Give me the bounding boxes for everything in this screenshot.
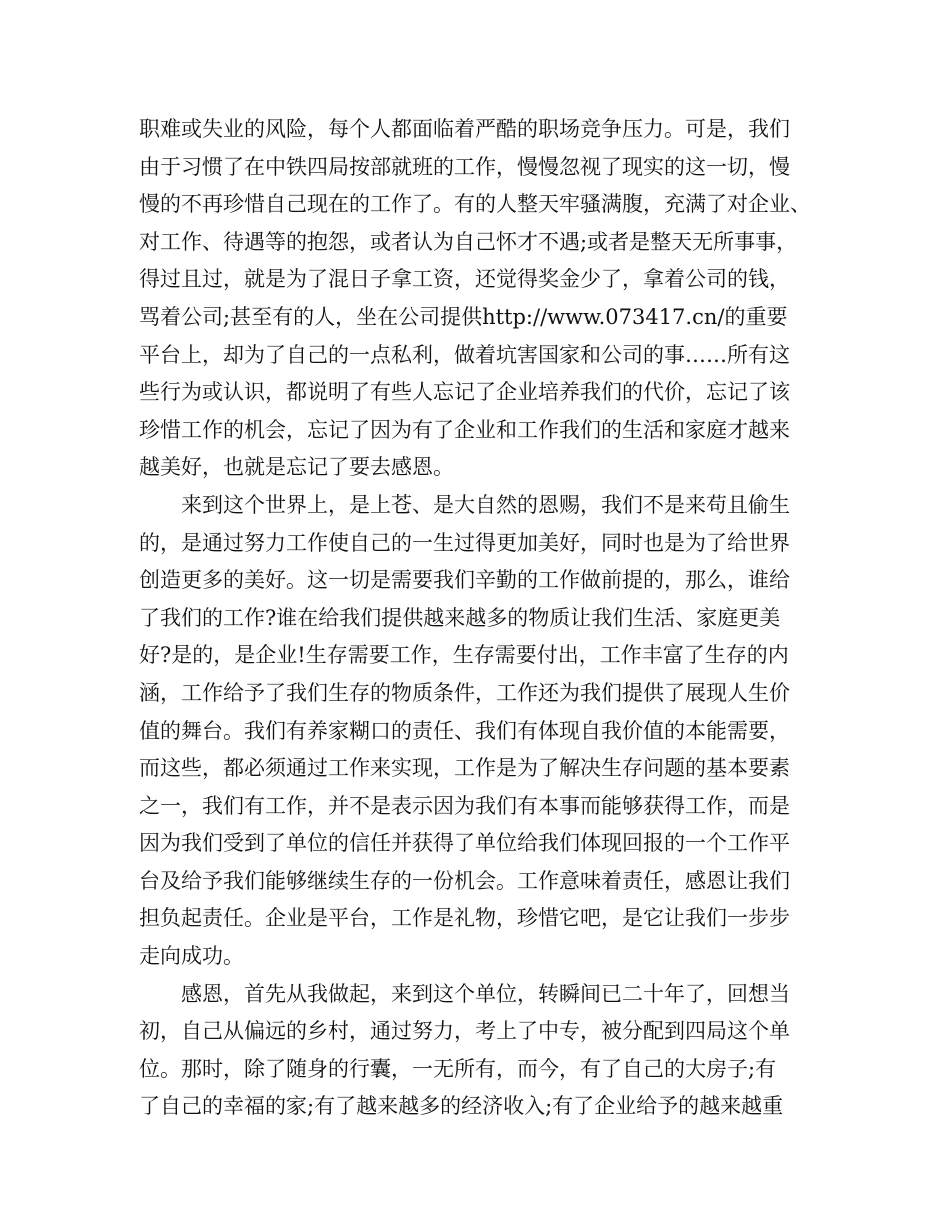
text-line: 的，是通过努力工作使自己的一生过得更加美好，同时也是为了给世界 (139, 530, 790, 555)
text-line: 些行为或认识，都说明了有些人忘记了企业培养我们的代价，忘记了该 (139, 380, 790, 405)
text-line: 值的舞台。我们有养家糊口的责任、我们有体现自我价值的本能需要， (139, 718, 790, 743)
text-line: 由于习惯了在中铁四局按部就班的工作，慢慢忽视了现实的这一切，慢 (139, 154, 790, 179)
text-line: 平台上，却为了自己的一点私利，做着坑害国家和公司的事……所有这 (139, 342, 790, 367)
text-line: 担负起责任。企业是平台，工作是礼物，珍惜它吧，是它让我们一步步 (139, 906, 790, 931)
text-line: 而这些，都必须通过工作来实现，工作是为了解决生存问题的基本要素 (139, 756, 790, 781)
text-line: 得过且过，就是为了混日子拿工资，还觉得奖金少了，拿着公司的钱， (139, 267, 790, 292)
text-line: 骂着公司;甚至有的人，坐在公司提供http://www.073417.cn/的重要 (139, 304, 788, 329)
text-line: 好?是的，是企业!生存需要工作，生存需要付出，工作丰富了生存的内 (139, 643, 789, 668)
text-line-indented: 来到这个世界上，是上苍、是大自然的恩赐，我们不是来苟且偷生 (181, 492, 790, 517)
text-line: 了自己的幸福的家;有了越来越多的经济收入;有了企业给予的越来越重 (139, 1094, 784, 1119)
text-line: 对工作、待遇等的抱怨，或者认为自己怀才不遇;或者是整天无所事事， (139, 229, 798, 254)
paragraph-2 (139, 487, 829, 976)
paragraph-3 (139, 976, 829, 1126)
document-body (139, 111, 829, 1126)
text-line: 初，自己从偏远的乡村，通过努力，考上了中专，被分配到四局这个单 (139, 1019, 790, 1044)
text-line: 台及给予我们能够继续生存的一份机会。工作意味着责任，感恩让我们 (139, 868, 790, 893)
text-line: 了我们的工作?谁在给我们提供越来越多的物质让我们生活、家庭更美 (139, 605, 781, 630)
paragraph-1 (139, 111, 829, 487)
text-line: 珍惜工作的机会，忘记了因为有了企业和工作我们的生活和家庭才越来 (139, 417, 790, 442)
text-line: 因为我们受到了单位的信任并获得了单位给我们体现回报的一个工作平 (139, 831, 790, 856)
text-line: 走向成功。 (139, 944, 244, 969)
text-line: 越美好，也就是忘记了要去感恩。 (139, 455, 454, 480)
text-line: 之一，我们有工作，并不是表示因为我们有本事而能够获得工作，而是 (139, 793, 790, 818)
text-line: 慢的不再珍惜自己现在的工作了。有的人整天牢骚满腹，充满了对企业、 (139, 192, 811, 217)
text-line-indented: 感恩，首先从我做起，来到这个单位，转瞬间已二十年了，回想当 (181, 981, 790, 1006)
text-line: 职难或失业的风险，每个人都面临着严酷的职场竞争压力。可是，我们 (139, 117, 790, 141)
text-line: 位。那时，除了随身的行囊，一无所有，而今，有了自己的大房子;有 (139, 1056, 777, 1081)
text-line: 创造更多的美好。这一切是需要我们辛勤的工作做前提的，那么，谁给 (139, 568, 790, 593)
text-line: 涵，工作给予了我们生存的物质条件，工作还为我们提供了展现人生价 (139, 680, 790, 705)
